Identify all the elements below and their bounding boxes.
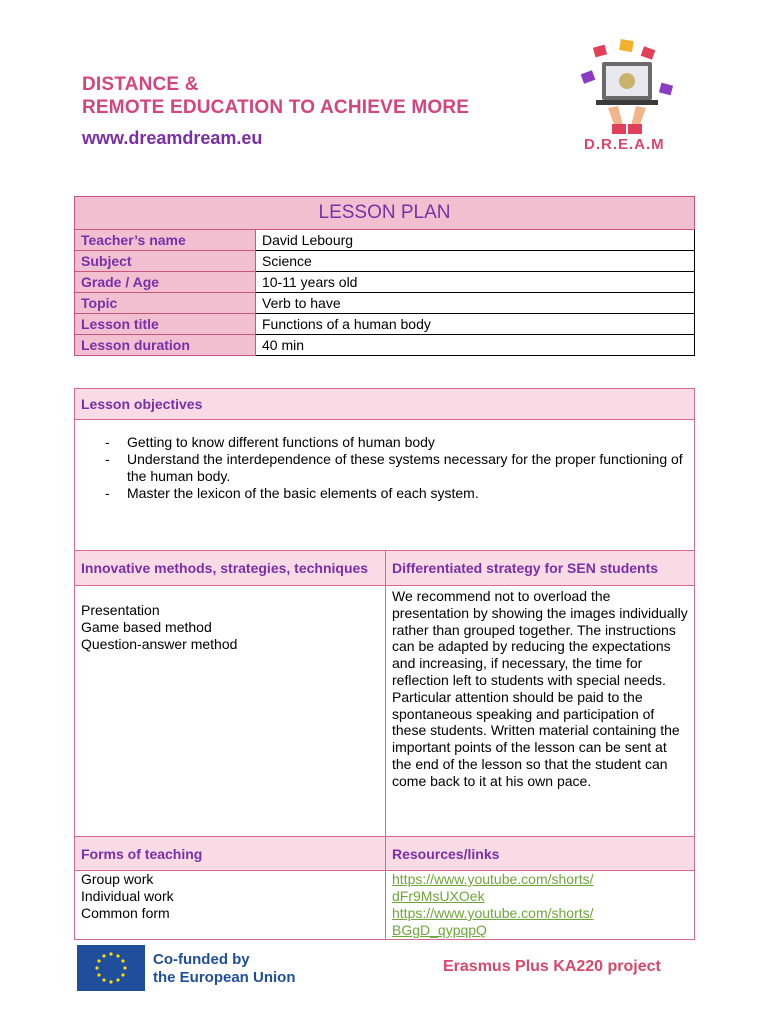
topic-label: Topic — [75, 293, 256, 314]
table-row — [75, 230, 695, 251]
list-item: - Getting to know different functions of human body — [81, 434, 688, 451]
lesson-plan-title: LESSON PLAN — [75, 197, 695, 230]
topic-value: Verb to have — [256, 293, 695, 314]
dream-logo-text: D.R.E.A.M — [584, 136, 665, 153]
forms-heading: Forms of teaching — [75, 837, 386, 871]
erasmus-project-label: Erasmus Plus KA220 project — [443, 958, 661, 975]
list-item: Game based method — [81, 619, 212, 635]
methods-heading: Innovative methods, strategies, techniques — [75, 551, 386, 586]
table-row — [75, 293, 695, 314]
teacher-name-label: Teacher’s name — [75, 230, 256, 251]
sen-heading: Differentiated strategy for SEN students — [386, 551, 695, 586]
resource-link-2[interactable] — [392, 905, 688, 939]
list-item: Presentation — [81, 602, 160, 618]
list-item: Question-answer method — [81, 636, 238, 652]
eu-flag-icon — [77, 945, 145, 991]
list-item: Group work — [81, 871, 154, 887]
subject-value: Science — [256, 251, 695, 272]
sen-paragraph-1: We recommend not to overload the presentation by showing the images individually rather than grouped together. The instructions can be adapted by reducing the expectations and increasing, if necessary, the time for reflection left to students with special needs. — [392, 588, 688, 688]
brand-line-2: REMOTE EDUCATION TO ACHIEVE MORE — [82, 97, 470, 118]
brand-line-1: DISTANCE & — [82, 74, 199, 95]
lesson-duration-label: Lesson duration — [75, 335, 256, 356]
table-row — [75, 335, 695, 356]
table-row — [75, 314, 695, 335]
resources-body — [386, 871, 695, 940]
lesson-title-label: Lesson title — [75, 314, 256, 335]
lesson-info-table — [74, 196, 695, 356]
subject-label: Subject — [75, 251, 256, 272]
list-item: Common form — [81, 905, 170, 921]
resource-link-1-line2: dFr9MsUXOek — [392, 888, 485, 904]
resources-heading: Resources/links — [386, 837, 695, 871]
methods-body — [75, 586, 386, 837]
objectives-heading: Lesson objectives — [75, 389, 695, 420]
sen-body — [386, 586, 695, 837]
sen-paragraph-2: Particular attention should be paid to the spontaneous speaking and participation of these students. Written material containing the important points of the lesson can be sent at the end of the lesson so that the student can come back to it at his own pace. — [392, 688, 680, 789]
list-item: - Master the lexicon of the basic elements of each system. — [81, 485, 688, 502]
table-row — [75, 251, 695, 272]
grade-age-value: 10-11 years old — [256, 272, 695, 293]
forms-body — [75, 871, 386, 940]
objectives-body — [75, 420, 695, 551]
eu-cofunded-line-1: Co-funded by — [153, 951, 250, 968]
brand-url[interactable]: www.dreamdream.eu — [82, 128, 263, 148]
teacher-name-value: David Lebourg — [256, 230, 695, 251]
list-item: - Understand the interdependence of these systems necessary for the proper functioning of the human body. — [81, 451, 688, 485]
lesson-plan-details-table — [74, 388, 695, 940]
table-row — [75, 272, 695, 293]
list-item: Individual work — [81, 888, 174, 904]
lesson-duration-value: 40 min — [256, 335, 695, 356]
lesson-title-value: Functions of a human body — [256, 314, 695, 335]
resource-link-2-line2: BGgD_qypqpQ — [392, 922, 487, 938]
grade-age-label: Grade / Age — [75, 272, 256, 293]
resource-link-1-line1: https://www.youtube.com/shorts/ — [392, 871, 594, 887]
resource-link-2-line1: https://www.youtube.com/shorts/ — [392, 905, 594, 921]
resource-link-1[interactable] — [392, 871, 688, 905]
eu-cofunded-line-2: the European Union — [153, 969, 296, 986]
